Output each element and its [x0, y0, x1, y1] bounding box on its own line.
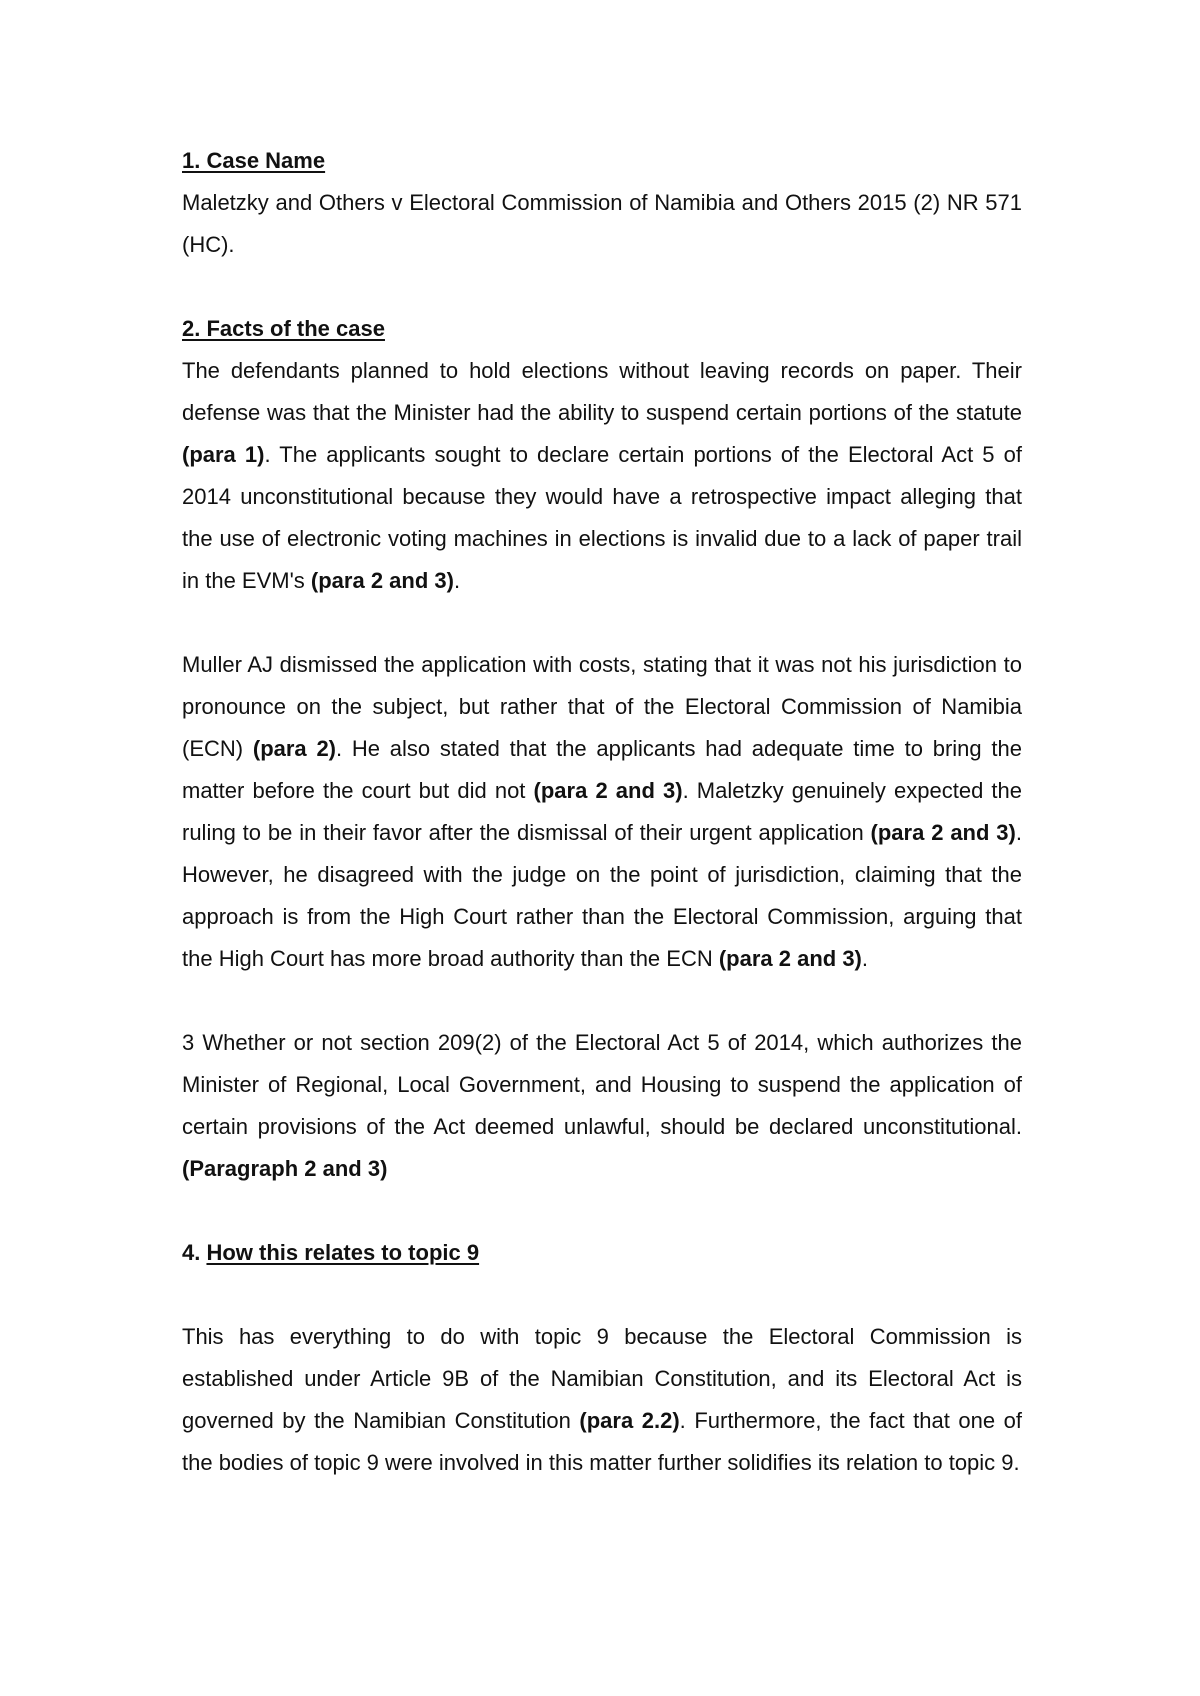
facts-paragraph-1: [182, 350, 1022, 602]
spacer: [182, 602, 1022, 644]
spacer: [182, 980, 1022, 1022]
case-citation: Maletzky and Others v Electoral Commission of Namibia and Others 2015 (2) NR 571 (HC).: [182, 190, 1022, 257]
case-name-heading-text: 1. Case Name: [182, 148, 326, 173]
text-run: .: [453, 568, 461, 593]
paragraph-reference: (para 2 and 3): [870, 820, 1016, 845]
text-run: The defendants planned to hold elections without leaving records on paper. Their defense was that the Minister had the ability to suspend certain portions of the statute: [182, 358, 1022, 425]
document-page: [182, 140, 1022, 1484]
text-run: . Furthermore, the fact that one of the bodies of topic 9 were involved in this matter further solidifies its relation to topic 9.: [182, 1408, 1022, 1475]
text-run: 3 Whether or not section 209(2) of the Electoral Act 5 of 2014, which authorizes the Minister of Regional, Local Government, and Housing to suspend the application of certain provisions of the Act deemed unlawful, should be declared unconstitutional.: [182, 1030, 1022, 1139]
topic-paragraph: [182, 1316, 1022, 1484]
spacer: [182, 1274, 1022, 1316]
paragraph-reference: (para 2.2): [579, 1408, 680, 1433]
paragraph-reference: (para 2 and 3): [533, 778, 683, 803]
text-run: . Maletzky genuinely expected the ruling to be in their favor after the dismissal of their urgent application: [182, 778, 1022, 845]
issue-paragraph: [182, 1022, 1022, 1190]
text-run: This has everything to do with topic 9 because the Electoral Commission is established under Article 9B of the Namibian Constitution, and its Electoral Act is governed by the Namibian Constitution: [182, 1324, 1022, 1433]
paragraph-reference: (para 1): [182, 442, 265, 467]
text-run: . The applicants sought to declare certain portions of the Electoral Act 5 of 2014 unconstitutional because they would have a retrospective impact alleging that the use of electronic voting machines in elections is invalid due to a lack of paper trail in the EVM's: [182, 442, 1022, 593]
topic-heading-number: 4.: [182, 1240, 207, 1265]
text-run: .: [861, 946, 869, 971]
paragraph-reference: (para 2): [252, 736, 337, 761]
paragraph-reference: (para 2 and 3): [310, 568, 454, 593]
facts-heading-text: 2. Facts of the case: [182, 316, 385, 341]
case-name-heading: [182, 140, 1022, 182]
text-run: . However, he disagreed with the judge on the point of jurisdiction, claiming that the approach is from the High Court rather than the Electoral Commission, arguing that the High Court has more broad authority than the ECN: [182, 820, 1022, 971]
paragraph-reference: (Paragraph 2 and 3): [182, 1156, 388, 1181]
spacer: [182, 266, 1022, 308]
topic-heading-text: How this relates to topic 9: [206, 1240, 480, 1265]
spacer: [182, 1190, 1022, 1232]
facts-heading: [182, 308, 1022, 350]
topic-heading: [182, 1232, 1022, 1274]
text-run: Muller AJ dismissed the application with costs, stating that it was not his jurisdiction to pronounce on the subject, but rather that of the Electoral Commission of Namibia (ECN): [182, 652, 1022, 761]
text-run: . He also stated that the applicants had adequate time to bring the matter before the court but did not: [182, 736, 1022, 803]
facts-paragraph-2: [182, 644, 1022, 980]
paragraph-reference: (para 2 and 3): [718, 946, 862, 971]
